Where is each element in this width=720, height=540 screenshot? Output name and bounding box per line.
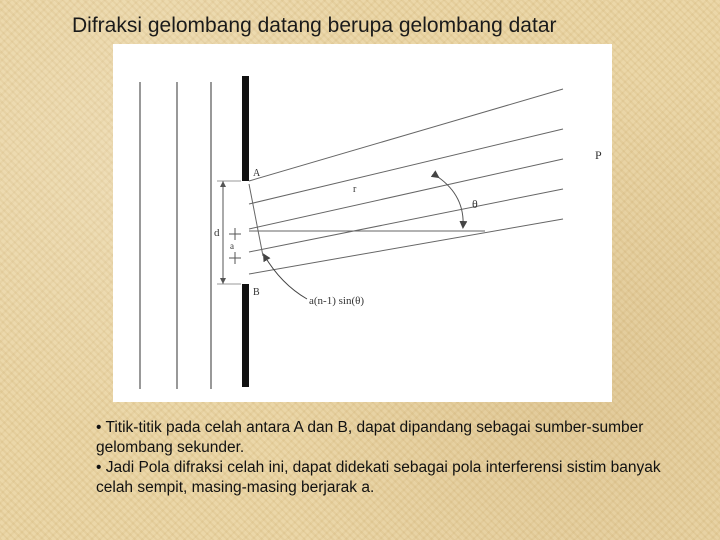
- label-theta: θ: [472, 197, 478, 211]
- diffraction-diagram: [113, 44, 612, 402]
- label-P: P: [595, 148, 602, 162]
- barrier-top: [242, 76, 249, 181]
- label-d: d: [214, 227, 220, 239]
- bullet-item-1: • Titik-titik pada celah antara A dan B, dapat dipandang sebagai sumber-sumber gelombang sekunder.: [96, 419, 644, 456]
- slide-title: Difraksi gelombang datang berupa gelombang datar: [72, 14, 557, 37]
- diffraction-svg: [113, 44, 612, 402]
- bullet-item-2: • Jadi Pola difraksi celah ini, dapat didekati sebagai pola interferensi sistim banyak celah sempit, masing-masing berjarak a.: [96, 459, 661, 496]
- perpendicular-line: [249, 184, 263, 256]
- ray-4: [249, 189, 563, 252]
- label-a: a: [230, 241, 234, 251]
- ray-1: [249, 89, 563, 181]
- ray-5: [249, 219, 563, 274]
- path-difference-arrow: [264, 255, 307, 299]
- barrier-bottom: [242, 284, 249, 387]
- bullet-list: [96, 418, 686, 498]
- label-A: A: [253, 168, 261, 179]
- label-B: B: [253, 287, 260, 298]
- ray-3: [249, 159, 563, 229]
- label-path-difference: a(n-1) sin(θ): [309, 295, 365, 307]
- ray-2: [249, 129, 563, 204]
- label-r: r: [353, 184, 357, 195]
